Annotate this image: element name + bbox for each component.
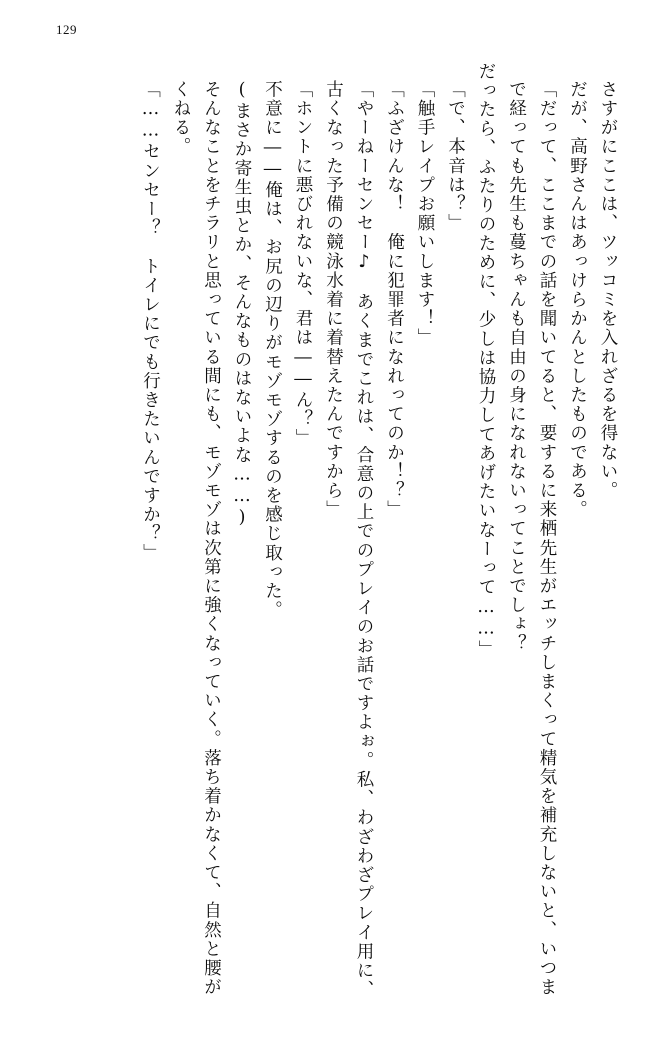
paragraph: そんなことをチラリと思っている間にも、モゾモゾは次第に強くなっていく。落ち着かなくて、自然と腰がくねる。: [171, 80, 222, 997]
paragraph: だが、高野さんはあっけらかんとしたものである。: [567, 80, 588, 520]
page-number: 129: [56, 22, 77, 37]
paragraph: 「で、本音は？」: [445, 80, 466, 233]
paragraph: 「やーねーセンセー♪ あくまでこれは、合意の上でのプレイのお話ですよぉ。私、わざわざプレイ用に、古くなった予備の競泳水着に着替えたんですから」: [323, 80, 374, 1000]
paragraph: 「ふざけんな！ 俺に犯罪者になれってのか！？」: [384, 80, 405, 520]
paragraph: だったら、ふたりのために、少しは協力してあげたいなーって……」: [476, 62, 496, 660]
paragraph: (まさか寄生虫とか、そんなものはないよな……): [232, 80, 252, 530]
paragraph: 「……センセー？ トイレにでも行きたいんですか？」: [140, 80, 161, 563]
page-text-body: [53, 62, 623, 1012]
paragraph: 「ホントに悪びれないな、君は――ん？」: [293, 80, 313, 448]
paragraph: 不意に――俺は、お尻の辺りがモゾモゾするのを感じ取った。: [262, 80, 283, 620]
paragraph: 「だって、ここまでの話を聞いてると、要するに来栖先生がエッチしまくって精気を補充しないと、いつまで経っても先生も蔓ちゃんも自由の身になれないってことでしょ？: [506, 80, 557, 997]
paragraph: 「触手レイプお願いします！」: [415, 80, 435, 348]
paragraph: さすがにここは、ツッコミを入れざるを得ない。: [598, 80, 618, 501]
